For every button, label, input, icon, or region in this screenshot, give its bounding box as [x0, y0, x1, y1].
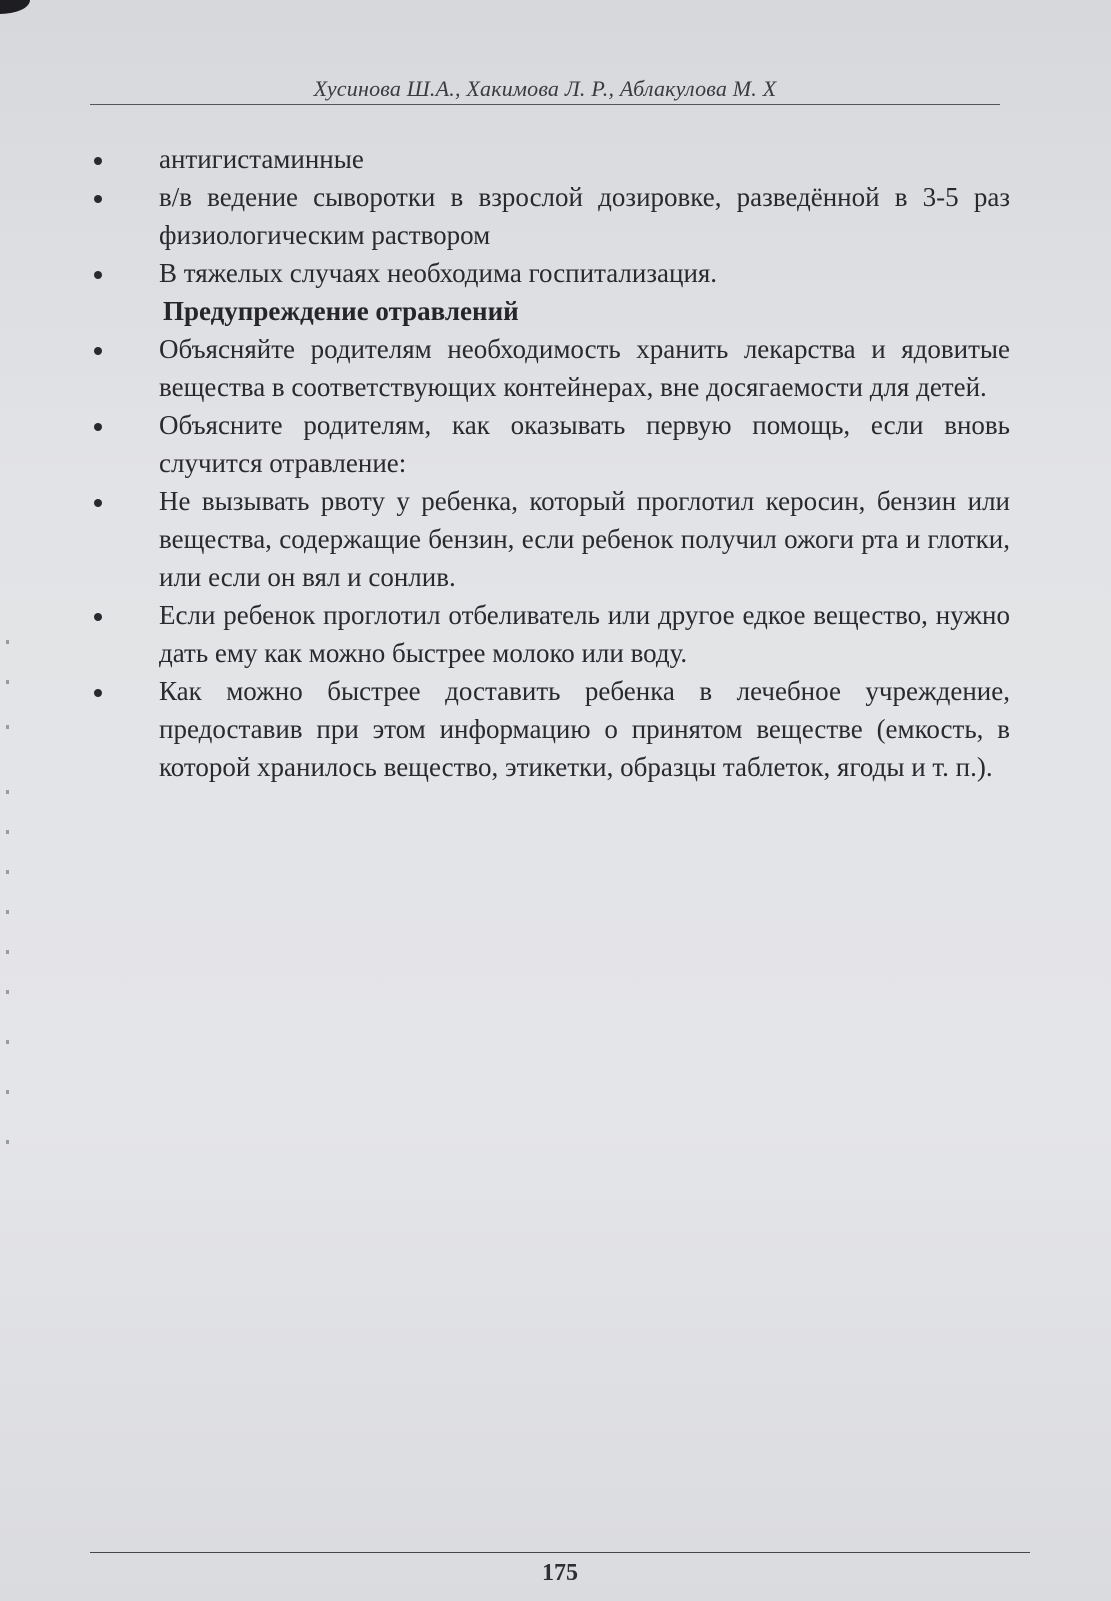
- bullet-icon: [94, 195, 102, 203]
- bullet-icon: [94, 271, 102, 279]
- list-item: [88, 254, 1010, 292]
- list-item-text: Объясняйте родителям необходимость хранить лекарства и ядовитые вещества в соответствующих контейнерах, вне досягаемости для детей.: [159, 334, 1010, 402]
- bullet-icon: [94, 423, 102, 431]
- list-item: [88, 178, 1010, 254]
- list-item-text: антигистаминные: [159, 144, 364, 174]
- footer-rule: [90, 1552, 1030, 1553]
- bullet-icon: [94, 157, 102, 165]
- header-rule: [90, 104, 1000, 105]
- bullet-icon: [94, 499, 102, 507]
- list-item-text: В тяжелых случаях необходима госпитализация.: [159, 258, 718, 288]
- scan-margin-marks: [4, 640, 12, 1160]
- list-item: [88, 596, 1010, 672]
- running-header-authors: Хусинова Ш.А., Хакимова Л. Р., Аблакулова М. Х: [313, 76, 777, 101]
- list-item-text: в/в ведение сыворотки в взрослой дозировке, разведённой в 3-5 раз физиологическим раствором: [159, 182, 1010, 250]
- section-title: Предупреждение отравлений: [163, 296, 519, 326]
- bullet-icon: [94, 613, 102, 621]
- list-item-text: Если ребенок проглотил отбеливатель или другое едкое вещество, нужно дать ему как можно быстрее молоко или воду.: [159, 600, 1010, 668]
- list-item-text: Объясните родителям, как оказывать первую помощь, если вновь случится отравление:: [159, 410, 1010, 478]
- list-item: [88, 330, 1010, 406]
- list-item-text: Не вызывать рвоту у ребенка, который проглотил керосин, бензин или вещества, содержащие бензин, если ребенок получил ожоги рта и глотки, или если он вял и сонлив.: [159, 486, 1010, 592]
- page-content: [88, 140, 1010, 786]
- list-item-text: Как можно быстрее доставить ребенка в лечебное учреждение, предоставив при этом информацию о принятом веществе (емкость, в которой хранилось вещество, этикетки, образцы таблеток, ягоды и т. п.).: [159, 676, 1010, 782]
- list-item: [88, 140, 1010, 178]
- list-item: [88, 672, 1010, 786]
- scan-corner-shadow: [0, 0, 30, 14]
- bullet-icon: [94, 347, 102, 355]
- bullet-icon: [94, 689, 102, 697]
- list-item: [88, 406, 1010, 482]
- page-number: 175: [542, 1560, 578, 1586]
- list-item: [88, 482, 1010, 596]
